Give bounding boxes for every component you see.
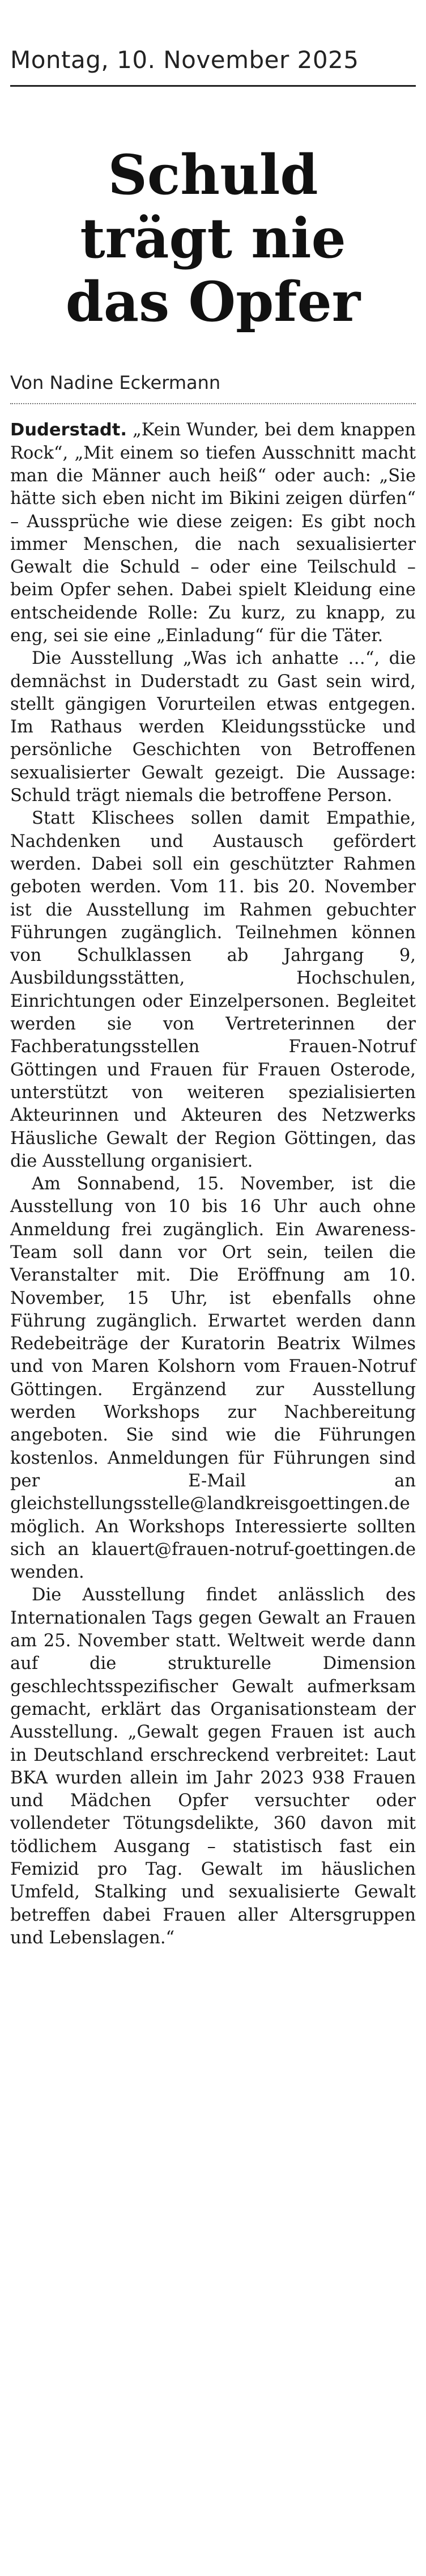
header-rule — [10, 85, 416, 87]
byline: Von Nadine Eckermann — [10, 370, 416, 404]
paragraph — [10, 419, 416, 647]
paragraph: Die Ausstellung findet anlässlich des Internationalen Tags gegen Gewalt an Frauen am 25. November statt. Weltweit werde dann auf die strukturelle Dimension geschlechtsspezifischer Gewalt aufmerksam gemacht, erklärt das Organisationsteam der Ausstellung. „Gewalt gegen Frauen ist auch in Deutschland erschreckend verbreitet: Laut BKA wurden allein im Jahr 2023 938 Frauen und Mädchen Opfer versuchter oder vollendeter Tötungsdelikte, 360 davon mit tödlichem Ausgang – statistisch fast ein Femizid pro Tag. Gewalt im häuslichen Umfeld, Stalking und sexualisierte Gewalt betreffen dabei Frauen aller Altersgruppen und Lebenslagen.“ — [10, 1585, 416, 1948]
paragraph: Am Sonnabend, 15. November, ist die Ausstellung von 10 bis 16 Uhr auch ohne Anmeldung frei zugänglich. Ein Awareness-Team soll dann vor Ort sein, teilen die Veranstalter mit. Die Eröffnung am 10. November, 15 Uhr, ist ebenfalls ohne Führung zugänglich. Erwartet werden dann Redebeiträge der Kuratorin Beatrix Wilmes und von Maren Kolshorn vom Frauen-Notruf Göttingen. Ergänzend zur Ausstellung werden Workshops zur Nachbereitung angeboten. Sie sind wie die Führungen kostenlos. Anmeldungen für Führungen sind per E-Mail an gleichstellungsstelle@landkreisgoettingen.de möglich. An Workshops Interessierte sollten sich an klauert@frauen-notruf-goettingen.de wenden. — [10, 1174, 416, 1583]
paragraph: Statt Klischees sollen damit Empathie, Nachdenken und Austausch gefördert werden. Dabei soll ein geschützter Rahmen geboten werden. Vom 11. bis 20. November ist die Ausstellung im Rahmen gebuchter Führungen zugänglich. Teilnehmen können von Schulklassen ab Jahrgang 9, Ausbildungsstätten, Hochschulen, Einrichtungen oder Einzelpersonen. Begleitet werden sie von Vertreterinnen der Fachberatungsstellen Frauen-Notruf Göttingen und Frauen für Frauen Osterode, unterstützt von weiteren spezialisierten Akteurinnen und Akteuren des Netzwerks Häusliche Gewalt der Region Göttingen, das die Ausstellung organisiert. — [10, 808, 416, 1171]
newspaper-page — [10, 0, 416, 2576]
headline-line: trägt nie — [80, 206, 346, 270]
article-headline — [10, 143, 416, 334]
paragraph: Die Ausstellung „Was ich anhatte …“, die demnächst in Duderstadt zu Gast sein wird, stellt gängigen Vorurteilen etwas entgegen. Im Rathaus werden Kleidungsstücke und persönliche Geschichten von Betroffenen sexualisierter Gewalt gezeigt. Die Aussage: Schuld trägt niemals die betroffene Person. — [10, 649, 416, 806]
headline-line: das Opfer — [65, 270, 361, 334]
paragraph-text: „Kein Wunder, bei dem knappen Rock“, „Mit einem so tiefen Ausschnitt macht man die Männer auch heiß“ oder auch: „Sie hätte sich eben nicht im Bikini zeigen dürfen“ – Aussprüche wie diese zeigen: Es gibt noch immer Menschen, die nach sexualisierter Gewalt die Schuld – oder eine Teilschuld – beim Opfer sehen. Dabei spielt Kleidung eine entscheidende Rolle: Zu kurz, zu knapp, zu eng, sei sie eine „Einladung“ für die Täter. — [10, 420, 416, 646]
article-body — [10, 419, 416, 1950]
dateline: Duderstadt. — [10, 420, 127, 440]
issue-date: Montag, 10. November 2025 — [10, 46, 359, 74]
headline-line: Schuld — [108, 143, 318, 207]
